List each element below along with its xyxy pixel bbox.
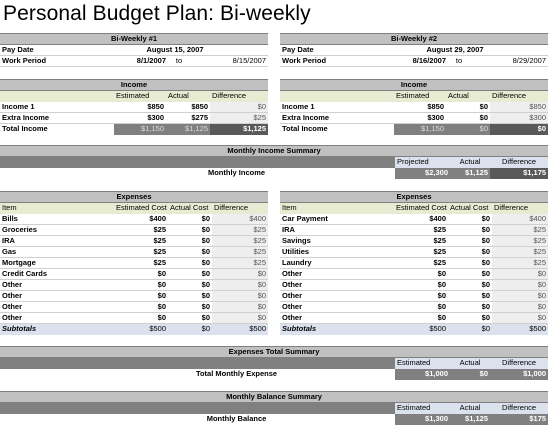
total-difference: $1,125 <box>210 124 268 135</box>
difference-cell: $25 <box>492 236 548 247</box>
total-row <box>0 124 268 135</box>
difference-cell: $400 <box>212 214 268 225</box>
actual-cell[interactable]: $0 <box>448 225 492 236</box>
to-label: to <box>448 56 470 67</box>
total-row <box>280 124 548 135</box>
table-row <box>0 291 268 302</box>
work-end-value[interactable]: 8/15/2007 <box>190 56 268 67</box>
difference-cell: $300 <box>490 113 548 124</box>
estimated-cell[interactable]: $0 <box>114 302 168 313</box>
actual-cell[interactable]: $0 <box>168 214 212 225</box>
subtotal-estimated: $500 <box>394 324 448 335</box>
item-cell: Other <box>0 291 114 302</box>
actual-cell[interactable]: $0 <box>448 258 492 269</box>
col-projected: Projected <box>395 157 450 168</box>
actual-cell[interactable]: $0 <box>168 247 212 258</box>
estimated-cell[interactable]: $300 <box>394 113 446 124</box>
item-cell: Other <box>0 313 114 324</box>
item-cell: Mortgage <box>0 258 114 269</box>
difference-cell: $0 <box>492 313 548 324</box>
expenses1-table <box>0 191 268 335</box>
col-difference: Difference <box>492 203 548 214</box>
total-estimated: $1,150 <box>394 124 446 135</box>
difference-cell: $0 <box>212 291 268 302</box>
col-difference: Difference <box>210 91 268 102</box>
actual-cell[interactable]: $0 <box>448 269 492 280</box>
row-label: Income 1 <box>0 102 114 113</box>
subtotal-difference: $500 <box>492 324 548 335</box>
difference-cell: $0 <box>212 280 268 291</box>
col-difference: Difference <box>490 157 548 168</box>
subtotal-actual: $0 <box>168 324 212 335</box>
item-cell: Other <box>280 313 394 324</box>
difference-value: $1,175 <box>490 168 548 179</box>
table-row <box>0 302 268 313</box>
period2-table <box>280 33 548 67</box>
actual-cell[interactable]: $0 <box>168 313 212 324</box>
actual-cell[interactable]: $0 <box>448 214 492 225</box>
actual-cell[interactable]: $0 <box>448 302 492 313</box>
col-estimated: Estimated <box>114 91 166 102</box>
estimated-cell[interactable]: $0 <box>394 291 448 302</box>
difference-cell: $0 <box>492 291 548 302</box>
col-actual: Actual <box>446 91 490 102</box>
table-row <box>0 280 268 291</box>
col-actual: Actual <box>166 91 210 102</box>
actual-cell[interactable]: $0 <box>168 258 212 269</box>
col-difference: Difference <box>490 403 548 414</box>
item-cell: Laundry <box>280 258 394 269</box>
item-cell: Other <box>280 269 394 280</box>
table-row <box>0 313 268 324</box>
table-row <box>0 236 268 247</box>
work-end-value[interactable]: 8/29/2007 <box>470 56 548 67</box>
difference-cell: $0 <box>492 269 548 280</box>
actual-cell[interactable]: $0 <box>448 313 492 324</box>
col-estimated: Estimated <box>395 358 450 369</box>
actual-cell[interactable]: $0 <box>446 113 490 124</box>
table-row <box>280 214 548 225</box>
col-actual: Actual <box>450 157 490 168</box>
period1-table <box>0 33 268 67</box>
difference-cell: $25 <box>492 225 548 236</box>
estimated-cell[interactable]: $400 <box>114 214 168 225</box>
table-row <box>280 291 548 302</box>
subtotal-difference: $500 <box>212 324 268 335</box>
col-difference: Difference <box>490 358 548 369</box>
col-estimated: Estimated <box>395 403 450 414</box>
table-row <box>0 247 268 258</box>
estimated-cell[interactable]: $25 <box>394 236 448 247</box>
item-cell: Car Payment <box>280 214 394 225</box>
estimated-cell[interactable]: $0 <box>394 269 448 280</box>
item-cell: Groceries <box>0 225 114 236</box>
row-label: Income 1 <box>280 102 394 113</box>
estimated-value: $1,000 <box>395 369 450 380</box>
monthly-income-label: Monthly Income <box>207 168 266 177</box>
estimated-cell[interactable]: $850 <box>394 102 446 113</box>
estimated-cell[interactable]: $850 <box>114 102 166 113</box>
estimated-cell[interactable]: $0 <box>114 269 168 280</box>
to-label: to <box>168 56 190 67</box>
item-cell: Savings <box>280 236 394 247</box>
table-row <box>280 313 548 324</box>
estimated-cell[interactable]: $25 <box>394 258 448 269</box>
pay-date-value[interactable]: August 29, 2007 <box>362 45 548 56</box>
income2-header: Income <box>280 80 548 91</box>
actual-cell[interactable]: $0 <box>168 280 212 291</box>
table-row <box>280 302 548 313</box>
difference-cell: $25 <box>492 258 548 269</box>
income1-table <box>0 79 268 135</box>
work-period-label: Work Period <box>0 56 82 67</box>
estimated-cell[interactable]: $25 <box>394 225 448 236</box>
item-cell: IRA <box>0 236 114 247</box>
col-estimated-cost: Estimated Cost <box>116 203 167 213</box>
item-cell: Other <box>280 291 394 302</box>
difference-cell: $850 <box>490 102 548 113</box>
actual-cell[interactable]: $0 <box>446 102 490 113</box>
income1-header: Income <box>0 80 268 91</box>
subtotal-actual: $0 <box>448 324 492 335</box>
difference-cell: $0 <box>212 313 268 324</box>
estimated-cell[interactable]: $0 <box>114 313 168 324</box>
income-summary-table <box>0 145 548 179</box>
table-row <box>0 258 268 269</box>
item-cell: Other <box>280 302 394 313</box>
expenses2-header: Expenses <box>280 192 548 203</box>
projected-value: $2,300 <box>395 168 450 179</box>
estimated-cell[interactable]: $0 <box>394 302 448 313</box>
difference-cell: $0 <box>492 302 548 313</box>
work-start-value[interactable]: 8/1/2007 <box>82 56 168 67</box>
estimated-value: $1,300 <box>395 414 450 425</box>
col-actual: Actual <box>450 403 490 414</box>
income-summary-header: Monthly Income Summary <box>0 146 548 157</box>
row-label: Extra Income <box>280 113 394 124</box>
total-monthly-expense-label: Total Monthly Expense <box>195 369 278 378</box>
estimated-cell[interactable]: $25 <box>114 225 168 236</box>
estimated-cell[interactable]: $0 <box>114 291 168 302</box>
estimated-cell[interactable]: $0 <box>394 280 448 291</box>
difference-cell: $0 <box>492 280 548 291</box>
table-row <box>280 269 548 280</box>
monthly-balance-label: Monthly Balance <box>206 414 267 423</box>
expense-summary-table <box>0 346 548 380</box>
difference-value: $175 <box>490 414 548 425</box>
difference-cell: $0 <box>210 102 268 113</box>
work-start-value[interactable]: 8/16/2007 <box>362 56 448 67</box>
table-row <box>280 236 548 247</box>
total-estimated: $1,150 <box>114 124 166 135</box>
estimated-cell[interactable]: $25 <box>114 247 168 258</box>
table-row <box>0 225 268 236</box>
expense-summary-header: Expenses Total Summary <box>0 347 548 358</box>
pay-date-label: Pay Date <box>280 45 362 56</box>
actual-value: $1,125 <box>450 414 490 425</box>
pay-date-label: Pay Date <box>0 45 82 56</box>
expenses1-header: Expenses <box>0 192 268 203</box>
actual-value: $1,125 <box>450 168 490 179</box>
col-difference: Difference <box>212 203 268 214</box>
actual-value: $0 <box>450 369 490 380</box>
actual-cell[interactable]: $0 <box>448 247 492 258</box>
estimated-cell[interactable]: $25 <box>114 236 168 247</box>
balance-summary-table <box>0 391 548 425</box>
actual-cell[interactable]: $0 <box>168 236 212 247</box>
table-row <box>280 258 548 269</box>
item-cell: Other <box>280 280 394 291</box>
work-period-label: Work Period <box>280 56 362 67</box>
pay-date-value[interactable]: August 15, 2007 <box>82 45 268 56</box>
col-actual: Actual <box>450 358 490 369</box>
estimated-cell[interactable]: $400 <box>394 214 448 225</box>
expenses2-table <box>280 191 548 335</box>
table-row <box>280 102 548 113</box>
estimated-cell[interactable]: $300 <box>114 113 166 124</box>
total-label: Total Income <box>282 124 328 134</box>
difference-cell: $25 <box>492 247 548 258</box>
estimated-cell[interactable]: $25 <box>394 247 448 258</box>
table-row <box>280 247 548 258</box>
actual-cell[interactable]: $0 <box>168 302 212 313</box>
subtotal-estimated: $500 <box>114 324 168 335</box>
difference-cell: $25 <box>212 247 268 258</box>
item-cell: IRA <box>280 225 394 236</box>
balance-summary-header: Monthly Balance Summary <box>0 392 548 403</box>
actual-cell[interactable]: $0 <box>168 269 212 280</box>
item-cell: Utilities <box>280 247 394 258</box>
difference-cell: $25 <box>212 225 268 236</box>
actual-cell[interactable]: $275 <box>166 113 210 124</box>
total-label: Total Income <box>2 124 48 134</box>
col-item: Item <box>0 203 114 214</box>
subtotal-row <box>0 324 268 335</box>
col-estimated-cost: Estimated Cost <box>396 203 447 213</box>
difference-cell: $400 <box>492 214 548 225</box>
item-cell: Bills <box>0 214 114 225</box>
col-actual-cost: Actual Cost <box>448 203 492 214</box>
actual-cell[interactable]: $0 <box>448 291 492 302</box>
difference-cell: $0 <box>212 269 268 280</box>
total-actual: $0 <box>446 124 490 135</box>
actual-cell[interactable]: $0 <box>168 291 212 302</box>
difference-cell: $0 <box>212 302 268 313</box>
subtotal-label: Subtotals <box>280 324 394 335</box>
col-item: Item <box>280 203 394 214</box>
col-difference: Difference <box>490 91 548 102</box>
table-row <box>0 102 268 113</box>
total-actual: $1,125 <box>166 124 210 135</box>
total-difference: $0 <box>490 124 548 135</box>
estimated-cell[interactable]: $25 <box>114 258 168 269</box>
col-actual-cost: Actual Cost <box>168 203 212 214</box>
actual-cell[interactable]: $0 <box>448 280 492 291</box>
item-cell: Credit Cards <box>0 269 114 280</box>
difference-cell: $25 <box>210 113 268 124</box>
table-row <box>280 113 548 124</box>
table-row <box>0 269 268 280</box>
subtotal-row <box>280 324 548 335</box>
difference-cell: $25 <box>212 236 268 247</box>
page-title: Personal Budget Plan: Bi-weekly <box>3 2 311 25</box>
actual-cell[interactable]: $850 <box>166 102 210 113</box>
item-cell: Other <box>0 280 114 291</box>
subtotal-label: Subtotals <box>0 324 114 335</box>
table-row <box>0 214 268 225</box>
difference-cell: $25 <box>212 258 268 269</box>
table-row <box>280 225 548 236</box>
table-row <box>280 280 548 291</box>
table-row <box>0 113 268 124</box>
period2-header: Bi-Weekly #2 <box>280 34 548 45</box>
actual-cell[interactable]: $0 <box>448 236 492 247</box>
estimated-cell[interactable]: $0 <box>394 313 448 324</box>
col-estimated: Estimated <box>394 91 446 102</box>
period1-header: Bi-Weekly #1 <box>0 34 268 45</box>
row-label: Extra Income <box>0 113 114 124</box>
estimated-cell[interactable]: $0 <box>114 280 168 291</box>
difference-value: $1,000 <box>490 369 548 380</box>
actual-cell[interactable]: $0 <box>168 225 212 236</box>
item-cell: Other <box>0 302 114 313</box>
income2-table <box>280 79 548 135</box>
item-cell: Gas <box>0 247 114 258</box>
